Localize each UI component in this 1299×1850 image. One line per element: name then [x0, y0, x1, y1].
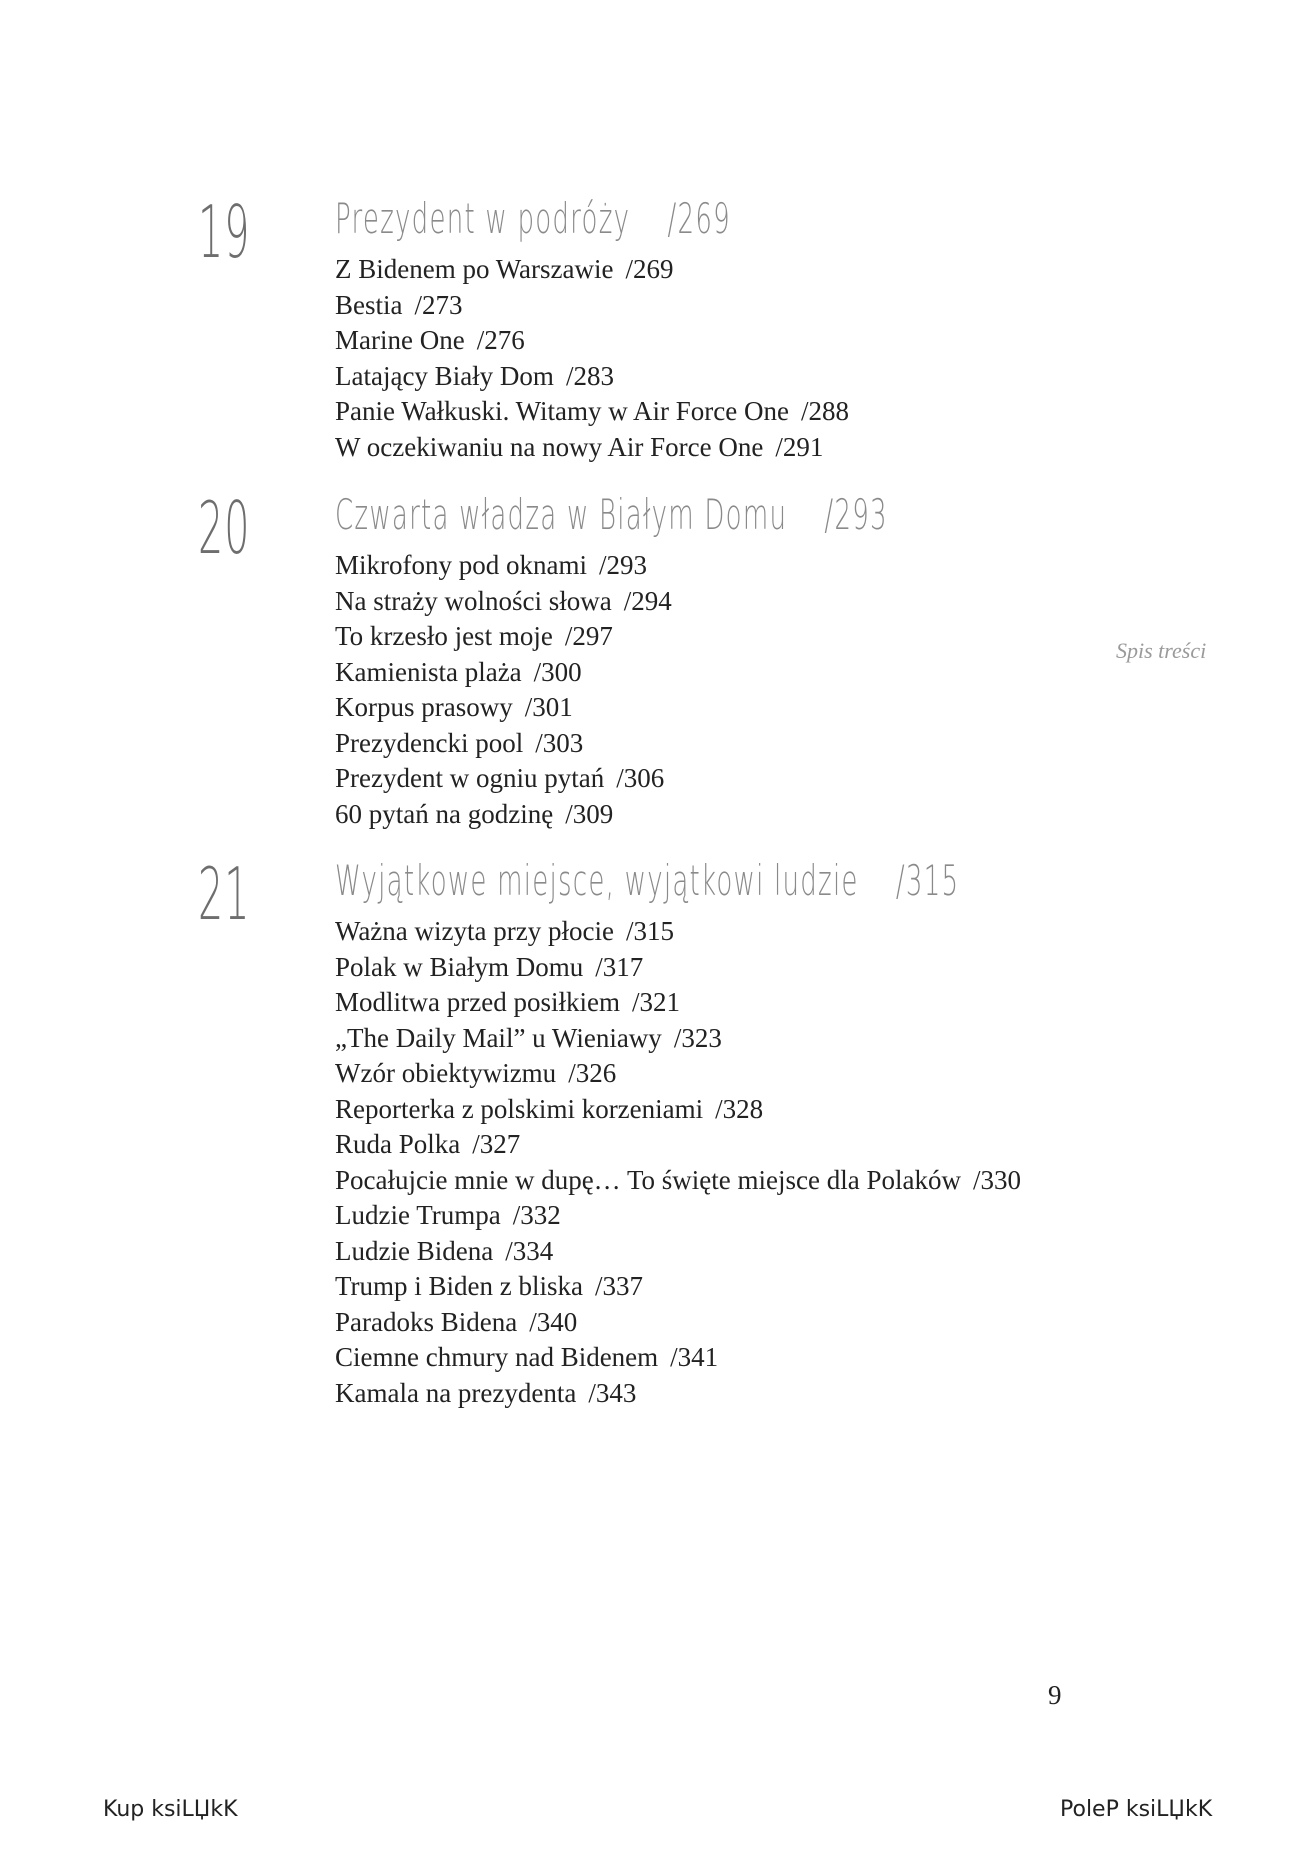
chapter-page: /269	[667, 194, 731, 243]
entry-title: Modlitwa przed posiłkiem	[335, 987, 620, 1017]
entry-title: Ludzie Trumpa	[335, 1200, 501, 1230]
entry-page: /291	[775, 431, 824, 462]
chapter-number: 21	[198, 852, 251, 936]
toc-entry	[335, 914, 1021, 950]
entry-page: /293	[598, 550, 647, 580]
entry-page: /283	[565, 360, 614, 391]
page-number: 9	[1048, 1680, 1062, 1710]
entry-list	[335, 914, 1021, 1411]
entry-title: Marine One	[335, 325, 465, 355]
toc-entry	[335, 1340, 1021, 1376]
toc-entry	[335, 1234, 1021, 1270]
toc-entry	[335, 726, 672, 762]
entry-title: W oczekiwaniu na nowy Air Force One	[335, 431, 764, 462]
entry-title: Prezydent w ogniu pytań	[335, 763, 605, 793]
chapter-heading	[335, 194, 731, 243]
toc-entry	[335, 252, 849, 288]
entry-page: /309	[565, 798, 614, 829]
entry-title: Na straży wolności słowa	[335, 585, 612, 616]
entry-page: /288	[800, 396, 849, 426]
chapter-title: Wyjątkowe miejsce, wyjątkowi ludzie	[335, 856, 859, 905]
entry-title: Panie Wałkuski. Witamy w Air Force One	[335, 396, 789, 426]
chapter-heading	[335, 856, 960, 905]
entry-title: „The Daily Mail” u Wieniawy	[335, 1022, 662, 1053]
entry-title: To krzesło jest moje	[335, 621, 553, 651]
entry-title: Wzór obiektywizmu	[335, 1058, 557, 1088]
entry-page: /273	[414, 289, 463, 320]
chapter-heading	[335, 490, 888, 539]
toc-entry	[335, 1269, 1021, 1305]
entry-list	[335, 252, 849, 465]
entry-title: Kamala na prezydenta	[335, 1377, 577, 1408]
toc-entry	[335, 985, 1021, 1021]
toc-entry	[335, 619, 672, 655]
entry-page: /297	[564, 621, 613, 651]
toc-entry	[335, 1163, 1021, 1199]
chapter-number: 20	[198, 486, 251, 570]
toc-entry	[335, 288, 849, 324]
entry-page: /306	[616, 763, 665, 793]
toc-entry	[335, 655, 672, 691]
toc-entry	[335, 1021, 1021, 1057]
entry-page: /341	[670, 1342, 719, 1372]
toc-entry	[335, 430, 849, 466]
chapter-page: /293	[824, 490, 888, 539]
toc-entry	[335, 323, 849, 359]
buy-book-link[interactable]: Kup ksiLЏkK	[103, 1797, 238, 1822]
chapter-title: Prezydent w podróży	[335, 194, 631, 243]
toc-entry	[335, 394, 849, 430]
chapter-title: Czwarta władza w Białym Domu	[335, 490, 788, 539]
chapter-number: 19	[198, 190, 251, 274]
entry-page: /332	[512, 1200, 561, 1230]
entry-title: Mikrofony pod oknami	[335, 550, 587, 580]
entry-page: /326	[568, 1058, 617, 1088]
entry-page: /328	[715, 1093, 764, 1124]
toc-entry	[335, 584, 672, 620]
entry-page: /343	[588, 1377, 637, 1408]
chapter-page: /315	[895, 856, 960, 905]
toc-entry	[335, 1127, 1021, 1163]
entry-title: Ważna wizyta przy płocie	[335, 916, 614, 946]
entry-title: Latający Biały Dom	[335, 360, 554, 391]
entry-title: Ciemne chmury nad Bidenem	[335, 1342, 659, 1372]
entry-page: /300	[533, 656, 582, 687]
toc-entry	[335, 690, 672, 726]
toc-entry	[335, 761, 672, 797]
entry-page: /294	[623, 585, 672, 616]
toc-entry	[335, 359, 849, 395]
entry-title: Ludzie Bidena	[335, 1235, 494, 1266]
toc-entry	[335, 1305, 1021, 1341]
entry-page: /337	[595, 1271, 644, 1301]
recommend-book-link[interactable]: PoleP ksiLЏkK	[1060, 1797, 1213, 1822]
entry-title: Kamienista plaża	[335, 656, 522, 687]
toc-entry	[335, 1376, 1021, 1412]
entry-page: /303	[535, 727, 584, 758]
entry-page: /301	[524, 692, 573, 722]
entry-list	[335, 548, 672, 832]
entry-page: /315	[625, 916, 674, 946]
entry-title: Ruda Polka	[335, 1129, 461, 1159]
entry-title: Paradoks Bidena	[335, 1306, 518, 1337]
entry-page: /334	[505, 1235, 554, 1266]
section-side-label: Spis treści	[1116, 638, 1207, 663]
toc-entry	[335, 1092, 1021, 1128]
entry-page: /321	[631, 987, 680, 1017]
entry-title: Reporterka z polskimi korzeniami	[335, 1093, 704, 1124]
entry-title: Korpus prasowy	[335, 692, 513, 722]
entry-page: /269	[625, 254, 674, 284]
entry-title: Bestia	[335, 289, 403, 320]
entry-title: 60 pytań na godzinę	[335, 798, 554, 829]
toc-entry	[335, 1198, 1021, 1234]
toc-entry	[335, 548, 672, 584]
toc-entry	[335, 950, 1021, 986]
entry-title: Pocałujcie mnie w dupę… To święte miejsce dla Polaków	[335, 1164, 961, 1195]
entry-page: /276	[476, 325, 525, 355]
entry-page: /317	[595, 951, 644, 982]
toc-entry	[335, 1056, 1021, 1092]
entry-page: /327	[472, 1129, 521, 1159]
entry-page: /323	[673, 1022, 722, 1053]
entry-page: /340	[529, 1306, 578, 1337]
toc-entry	[335, 797, 672, 833]
entry-title: Polak w Białym Domu	[335, 951, 584, 982]
entry-title: Prezydencki pool	[335, 727, 524, 758]
entry-page: /330	[972, 1164, 1021, 1195]
entry-title: Trump i Biden z bliska	[335, 1271, 584, 1301]
entry-title: Z Bidenem po Warszawie	[335, 254, 614, 284]
